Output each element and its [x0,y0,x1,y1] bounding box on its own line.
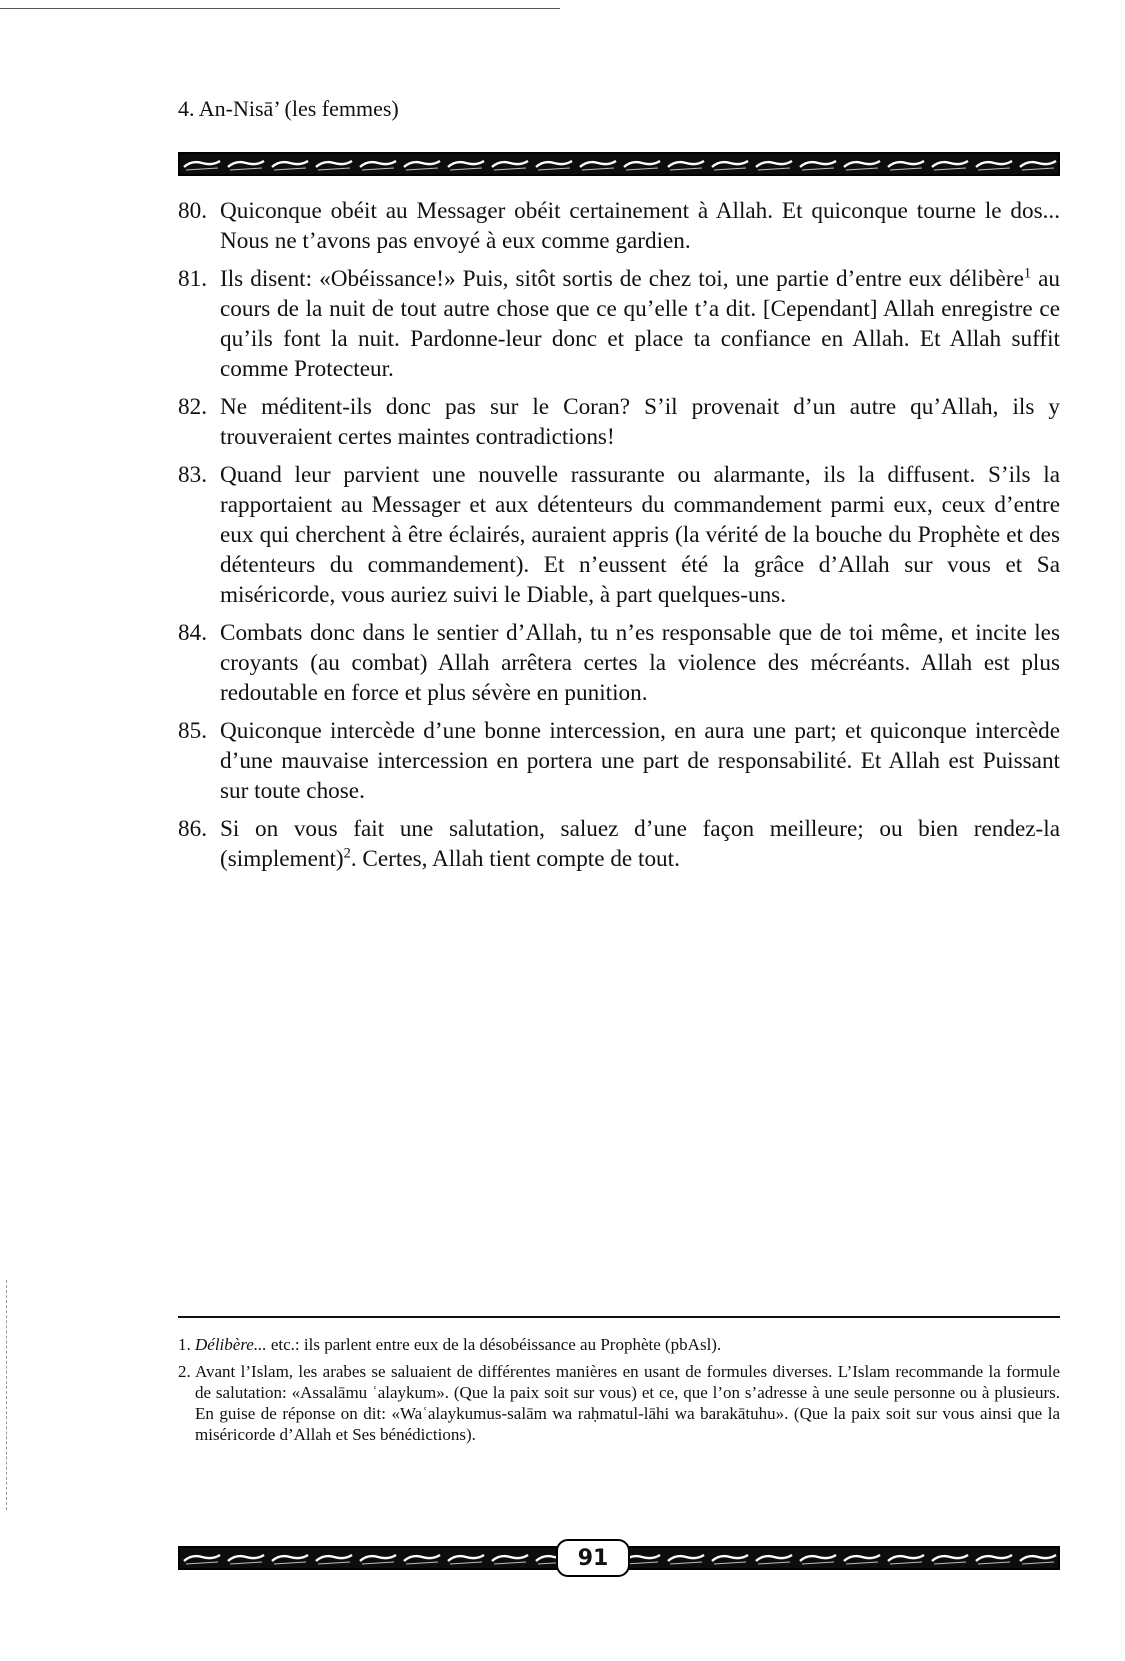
verse-82 [178,392,1060,452]
verse-text-part-b: . Certes, Allah tient compte de tout. [350,846,680,872]
footnote-ref: 2 [343,845,351,862]
verse-83 [178,460,1060,610]
verse-text: Combats donc dans le sentier d’Allah, tu n’es responsable que de toi même, et incite les croyants (au combat) Allah arrêtera certes la violence des mécréants. Allah est plus redoutable en force et plus sévère en punition. [220,620,1060,706]
footnote-number: 2. [178,1362,191,1381]
footnote-number: 1. [178,1335,191,1354]
footnote-text: etc.: ils parlent entre eux de la désobéissance au Prophète (pbAsl). [266,1335,722,1354]
verse-text-part-a: Si on vous fait une salutation, saluez d’une façon meilleure; ou bien rendez-la (simplement) [220,816,1060,872]
verse-80 [178,196,1060,256]
verse-text: Quiconque intercède d’une bonne intercession, en aura une part; et quiconque intercède d’une mauvaise intercession en portera une part de responsabilité. Et Allah est Puissant sur toute chose. [220,718,1060,804]
verse-text-part-b: au cours de la nuit de tout autre chose que ce qu’elle t’a dit. [Cependant] Allah enregistre ce qu’ils font la nuit. Pardonne-leur donc et place ta confiance en Allah. Et Allah suffit comme Protecteur. [220,266,1061,382]
decorative-band-top [178,152,1060,176]
verse-number: 82. [178,394,207,420]
verse-86 [178,814,1060,874]
chapter-header: 4. An-Nisā’ (les femmes) [178,96,399,121]
footnote-1 [178,1334,1060,1355]
footnote-ref: 1 [1023,265,1032,282]
verse-84 [178,618,1060,708]
verse-text-part-a: Ils disent: «Obéissance!» Puis, sitôt sortis de chez toi, une partie d’entre eux délibère [220,266,1024,292]
footnote-term: Délibère... [195,1335,267,1354]
verse-text: Ne méditent-ils donc pas sur le Coran? S’il provenait d’un autre qu’Allah, ils y trouveraient certes maintes contradictions! [220,394,1060,450]
verse-number: 86. [178,816,207,842]
footnote-text: Avant l’Islam, les arabes se saluaient de différentes manières en usant de formules diverses. L’Islam recommande la formule de salutation: «Assalāmu ʿalaykum». (Que la paix soit sur vous) et ce, que l’on s’adresse à une seule personne ou à plusieurs. En guise de réponse on dit: «Waʿalaykumus-salām wa raḥmatul-lāhi wa barakātuhu». (Que la paix soit sur vous ainsi que la miséricorde d’Allah et Ses bénédictions). [195,1362,1060,1444]
footnote-rule [178,1316,1060,1318]
verse-text: Quand leur parvient une nouvelle rassurante ou alarmante, ils la diffusent. S’ils la rapportaient au Messager et aux détenteurs du commandement parmi eux, ceux d’entre eux qui cherchent à être éclairés, auraient appris (la vérité de la bouche du Prophète et des détenteurs du commandement). Et n’eussent été la grâce d’Allah sur vous et Sa miséricorde, vous auriez suivi le Diable, à part quelques-uns. [220,462,1060,608]
verse-list [178,196,1060,882]
scan-margin-mark [6,1280,8,1510]
verse-number: 84. [178,620,207,646]
verse-85 [178,716,1060,806]
verse-number: 80. [178,198,207,224]
verse-number: 81. [178,266,207,292]
top-rule [0,8,560,9]
verse-number: 83. [178,462,207,488]
page-number: 91 [556,1539,630,1577]
footnotes [178,1316,1060,1451]
footnote-2 [178,1361,1060,1445]
verse-81 [178,264,1060,384]
verse-number: 85. [178,718,207,744]
verse-text: Quiconque obéit au Messager obéit certainement à Allah. Et quiconque tourne le dos... Nous ne t’avons pas envoyé à eux comme gardien. [220,198,1060,254]
